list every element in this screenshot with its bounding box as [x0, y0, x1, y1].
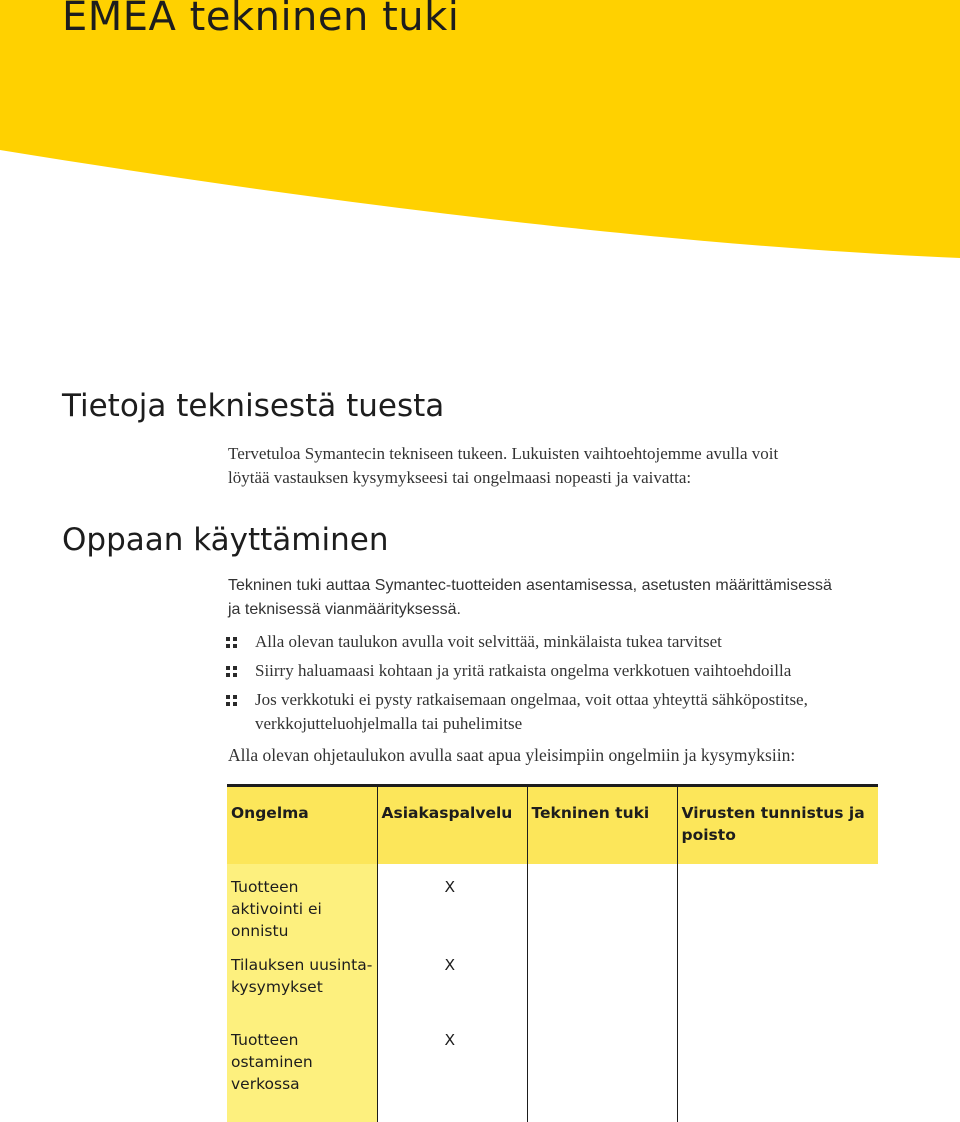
virus-removal-cell — [677, 864, 878, 942]
header-virus-removal: Virusten tunnistus ja poisto — [677, 786, 878, 865]
intro-paragraph — [228, 442, 918, 490]
list-item — [226, 630, 906, 654]
technical-support-cell — [527, 942, 677, 1017]
header-technical-support: Tekninen tuki — [527, 786, 677, 865]
virus-removal-cell — [677, 942, 878, 1017]
guide-line-2: ja teknisessä vianmäärityksessä. — [228, 601, 461, 618]
square-bullet-icon — [226, 695, 237, 706]
section-heading-using-guide: Oppaan käyttäminen — [62, 522, 389, 558]
support-table — [227, 784, 878, 1122]
section-heading-about-support: Tietoja teknisestä tuesta — [62, 388, 445, 424]
virus-removal-cell — [677, 1017, 878, 1122]
table-row — [227, 864, 878, 942]
intro-line-1: Tervetuloa Symantecin tekniseen tukeen. Lukuisten vaihtoehtojemme avulla voit — [228, 444, 779, 463]
page-title: EMEA tekninen tuki — [62, 0, 460, 40]
table-intro: Alla olevan ohjetaulukon avulla saat apua yleisimpiin ongelmiin ja kysymyksiin: — [228, 745, 796, 765]
list-item-text: Alla olevan taulukon avulla voit selvittää, minkälaista tukea tarvitset — [255, 632, 722, 651]
header-customer-service: Asiakaspalvelu — [377, 786, 527, 865]
technical-support-cell — [527, 1017, 677, 1122]
customer-service-mark: X — [377, 942, 527, 1017]
guide-line-1: Tekninen tuki auttaa Symantec-tuotteiden asentamisessa, asetusten määrittämisessä — [228, 577, 832, 594]
guide-paragraph — [228, 574, 918, 622]
yellow-header-banner — [0, 0, 960, 270]
list-item — [226, 688, 906, 736]
list-item-text: Siirry haluamaasi kohtaan ja yritä ratkaista ongelma verkkotuen vaihtoehdoilla — [255, 661, 792, 680]
table-row — [227, 1017, 878, 1122]
customer-service-mark: X — [377, 1017, 527, 1122]
header-problem: Ongelma — [227, 786, 377, 865]
list-item-text: Jos verkkotuki ei pysty ratkaisemaan ongelmaa, voit ottaa yhteyttä sähköpostitse, verkkojutteluohjelmalla tai puhelimitse — [255, 690, 808, 733]
technical-support-cell — [527, 864, 677, 942]
steps-list — [226, 630, 906, 741]
intro-line-2: löytää vastauksen kysymykseesi tai ongelmaasi nopeasti ja vaivatta: — [228, 468, 692, 487]
table-row — [227, 942, 878, 1017]
problem-cell: Tuotteen ostaminen verkossa — [227, 1017, 377, 1122]
customer-service-mark: X — [377, 864, 527, 942]
list-item — [226, 659, 906, 683]
square-bullet-icon — [226, 637, 237, 648]
square-bullet-icon — [226, 666, 237, 677]
table-header-row — [227, 786, 878, 865]
problem-cell: Tilauksen uusinta-kysymykset — [227, 942, 377, 1017]
problem-cell: Tuotteen aktivointi ei onnistu — [227, 864, 377, 942]
